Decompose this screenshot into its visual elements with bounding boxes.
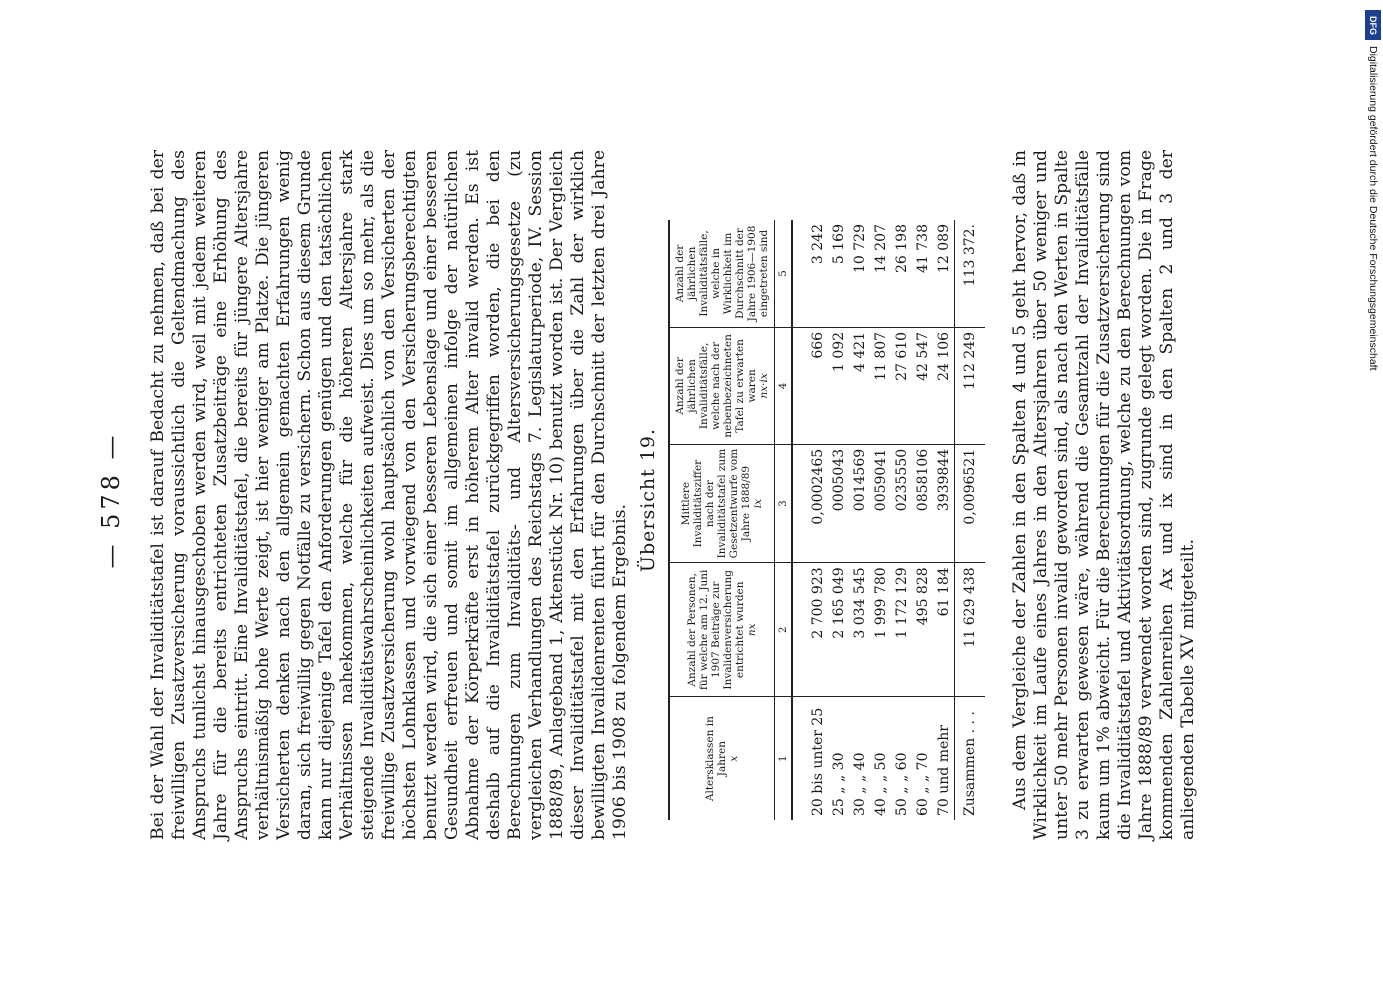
- column-number-row: [775, 220, 793, 820]
- table-cell: 4 421: [849, 327, 870, 444]
- table-cell: 3 034 545: [849, 563, 870, 697]
- dfg-logo: DFG: [1365, 10, 1381, 40]
- table-total-cell: 11 629 438: [955, 563, 986, 697]
- paragraph-conclusion: Aus dem Vergleiche der Zahlen in den Spalten 4 und 5 geht hervor, daß in Wirklichkeit im Laufe eines Jahres in den Altersjahren über 50 weniger und unter 50 mehr Personen invalid geworden sind, als nach den Werten in Spalte 3 zu erwarten gewesen wäre, während die Gesamtzahl der Invaliditätsfälle kaum um 1% abweicht. Für die Berechnungen für die Zusatzversicherung sind die Invaliditätstafel und Aktivitätsordnung, welche zu den Berechnungen vom Jahre 1888/89 verwendet worden sind, zugrunde gelegt worden. Die in Frage kommenden Zahlenreihen Ax und ix sind in den Spalten 2 und 3 der anliegenden Tabelle XV mitgeteilt.: [1010, 150, 1198, 840]
- col-number: 1: [775, 697, 793, 820]
- table-cell: 26 198: [891, 220, 912, 327]
- table-cell: 2 165 049: [828, 563, 849, 697]
- table-cell: 0858106: [912, 444, 933, 562]
- table-total-row: [955, 220, 986, 820]
- header-col3: Mittlere Invaliditätsziffer nach der Invaliditätstafel zum Gesetzentwurfe vom Jahre 1888/89 ix: [669, 444, 775, 562]
- table-cell: 70 und mehr: [935, 725, 952, 816]
- table-cell: 12 089: [933, 220, 955, 327]
- table-total-cell: Zusammen . . .: [955, 697, 986, 820]
- table-cell: 1 172 129: [891, 563, 912, 697]
- page-number: — 578 —: [97, 431, 125, 569]
- table-cell: 14 207: [870, 220, 891, 327]
- table-row: [912, 220, 933, 820]
- statistics-table: [668, 220, 985, 820]
- table-cell: 25 „ „ 30: [830, 752, 847, 816]
- header-col4: Anzahl der jährlichen Invaliditätsfälle, welche nach der nebenbezeichneten Tafel zu erwarten waren nx·ix: [669, 327, 775, 444]
- col-number: 3: [775, 444, 793, 562]
- table-cell: 5 169: [828, 220, 849, 327]
- header-col1: Altersklassen in Jahren x: [669, 697, 775, 820]
- table-cell: 50 „ „ 60: [893, 752, 910, 816]
- table-body: [792, 220, 985, 820]
- table-cell: 0235550: [891, 444, 912, 562]
- header-col2: Anzahl der Personen, für welche am 12. Juni 1907 Beiträge zur Invalidenversicherung entrichtet wurden nx: [669, 563, 775, 697]
- table-cell: 666: [792, 327, 828, 444]
- table-cell: 42 547: [912, 327, 933, 444]
- table-row: [870, 220, 891, 820]
- table-row: [828, 220, 849, 820]
- table-cell: 61 184: [933, 563, 955, 697]
- table-cell: 24 106: [933, 327, 955, 444]
- table-cell: 0014569: [849, 444, 870, 562]
- table-cell: 2 700 923: [792, 563, 828, 697]
- table-cell: 41 738: [912, 220, 933, 327]
- col-number: 4: [775, 327, 793, 444]
- table-cell: 60 „ „ 70: [914, 752, 931, 816]
- table-caption: Übersicht 19.: [637, 427, 659, 573]
- table-cell: 11 807: [870, 327, 891, 444]
- table-cell: 1 999 780: [870, 563, 891, 697]
- table-row: [792, 220, 828, 820]
- table-total-cell: 113 372.: [955, 220, 986, 327]
- table-cell: 3939844: [933, 444, 955, 562]
- dfg-credit-text: Digitalisierung gefördert durch die Deutsche Forschungsgemeinschaft: [1367, 46, 1379, 371]
- table-cell: 0005043: [828, 444, 849, 562]
- table-row: [849, 220, 870, 820]
- col-number: 2: [775, 563, 793, 697]
- table-total-cell: 0,0096521: [955, 444, 986, 562]
- table-cell: 20 bis unter 25: [809, 707, 826, 816]
- header-col5: Anzahl der jährlichen Invaliditätsfälle, welche in Wirklichkeit im Durchschnitt der Jahre 1906—1908 eingetreten sind: [669, 220, 775, 327]
- table-cell: 10 729: [849, 220, 870, 327]
- col-number: 5: [775, 220, 793, 327]
- dfg-footer: [1365, 10, 1381, 990]
- table-cell: 0,0002465: [792, 444, 828, 562]
- table-cell: 40 „ „ 50: [872, 752, 889, 816]
- table-row: [891, 220, 912, 820]
- table-cell: 3 242: [792, 220, 828, 327]
- table-cell: 0059041: [870, 444, 891, 562]
- table-total-cell: 112 249: [955, 327, 986, 444]
- table-cell: 495 828: [912, 563, 933, 697]
- table-header-row: [669, 220, 775, 820]
- table-cell: 30 „ „ 40: [851, 752, 868, 816]
- paragraph-intro: Bei der Wahl der Invaliditätstafel ist darauf Bedacht zu nehmen, daß bei der freiwilligen Zusatzversicherung voraussichtlich die Geltendmachung des Anspruchs tunlichst hinausgeschoben werden wird, weil mit jedem weiteren Jahre für die bereits entrichteten Zusatzbeiträge eine Erhöhung des Anspruchs eintritt. Eine Invaliditätstafel, die bereits für jüngere Altersjahre verhältnismäßig hohe Werte zeigt, ist hier weniger am Platze. Die jüngeren Versicherten denken nach den allgemein gemachten Erfahrungen wenig daran, sich freiwillig gegen Notfälle zu versichern. Schon aus diesem Grunde kann nur diejenige Tafel den Anforderungen genügen und den tatsächlichen Verhältnissen nahekommen, welche für die höheren Altersjahre stark steigende Invaliditätswahrscheinlichkeiten aufweist. Dies um so mehr, als die freiwillige Zusatzversicherung wohl hauptsächlich von den Versicherten der höchsten Lohnklassen und vorwiegend von den Versicherungsberechtigten benutzt werden wird, die sich einer besseren Lebenslage und einer besseren Gesundheit erfreuen und somit im allgemeinen infolge der natürlichen Abnahme der Körperkräfte erst in höherem Alter invalid werden. Es ist deshalb auf die Invaliditätstafel zurückgegriffen worden, die bei den Berechnungen zum Invaliditäts- und Altersversicherungsgesetze (zu vergleichen Verhandlungen des Reichstags 7. Legislaturperiode, IV. Session 1888/89, Anlageband 1, Aktenstück Nr. 10) benutzt worden ist. Der Vergleich dieser Invaliditätstafel mit den Erfahrungen über die Zahl der wirklich bewilligten Invalidenrenten führt für den Durchschnitt der letzten drei Jahre 1906 bis 1908 zu folgendem Ergebnis.: [148, 150, 630, 840]
- table-cell: 1 092: [828, 327, 849, 444]
- table-cell: 27 610: [891, 327, 912, 444]
- table-row: [933, 220, 955, 820]
